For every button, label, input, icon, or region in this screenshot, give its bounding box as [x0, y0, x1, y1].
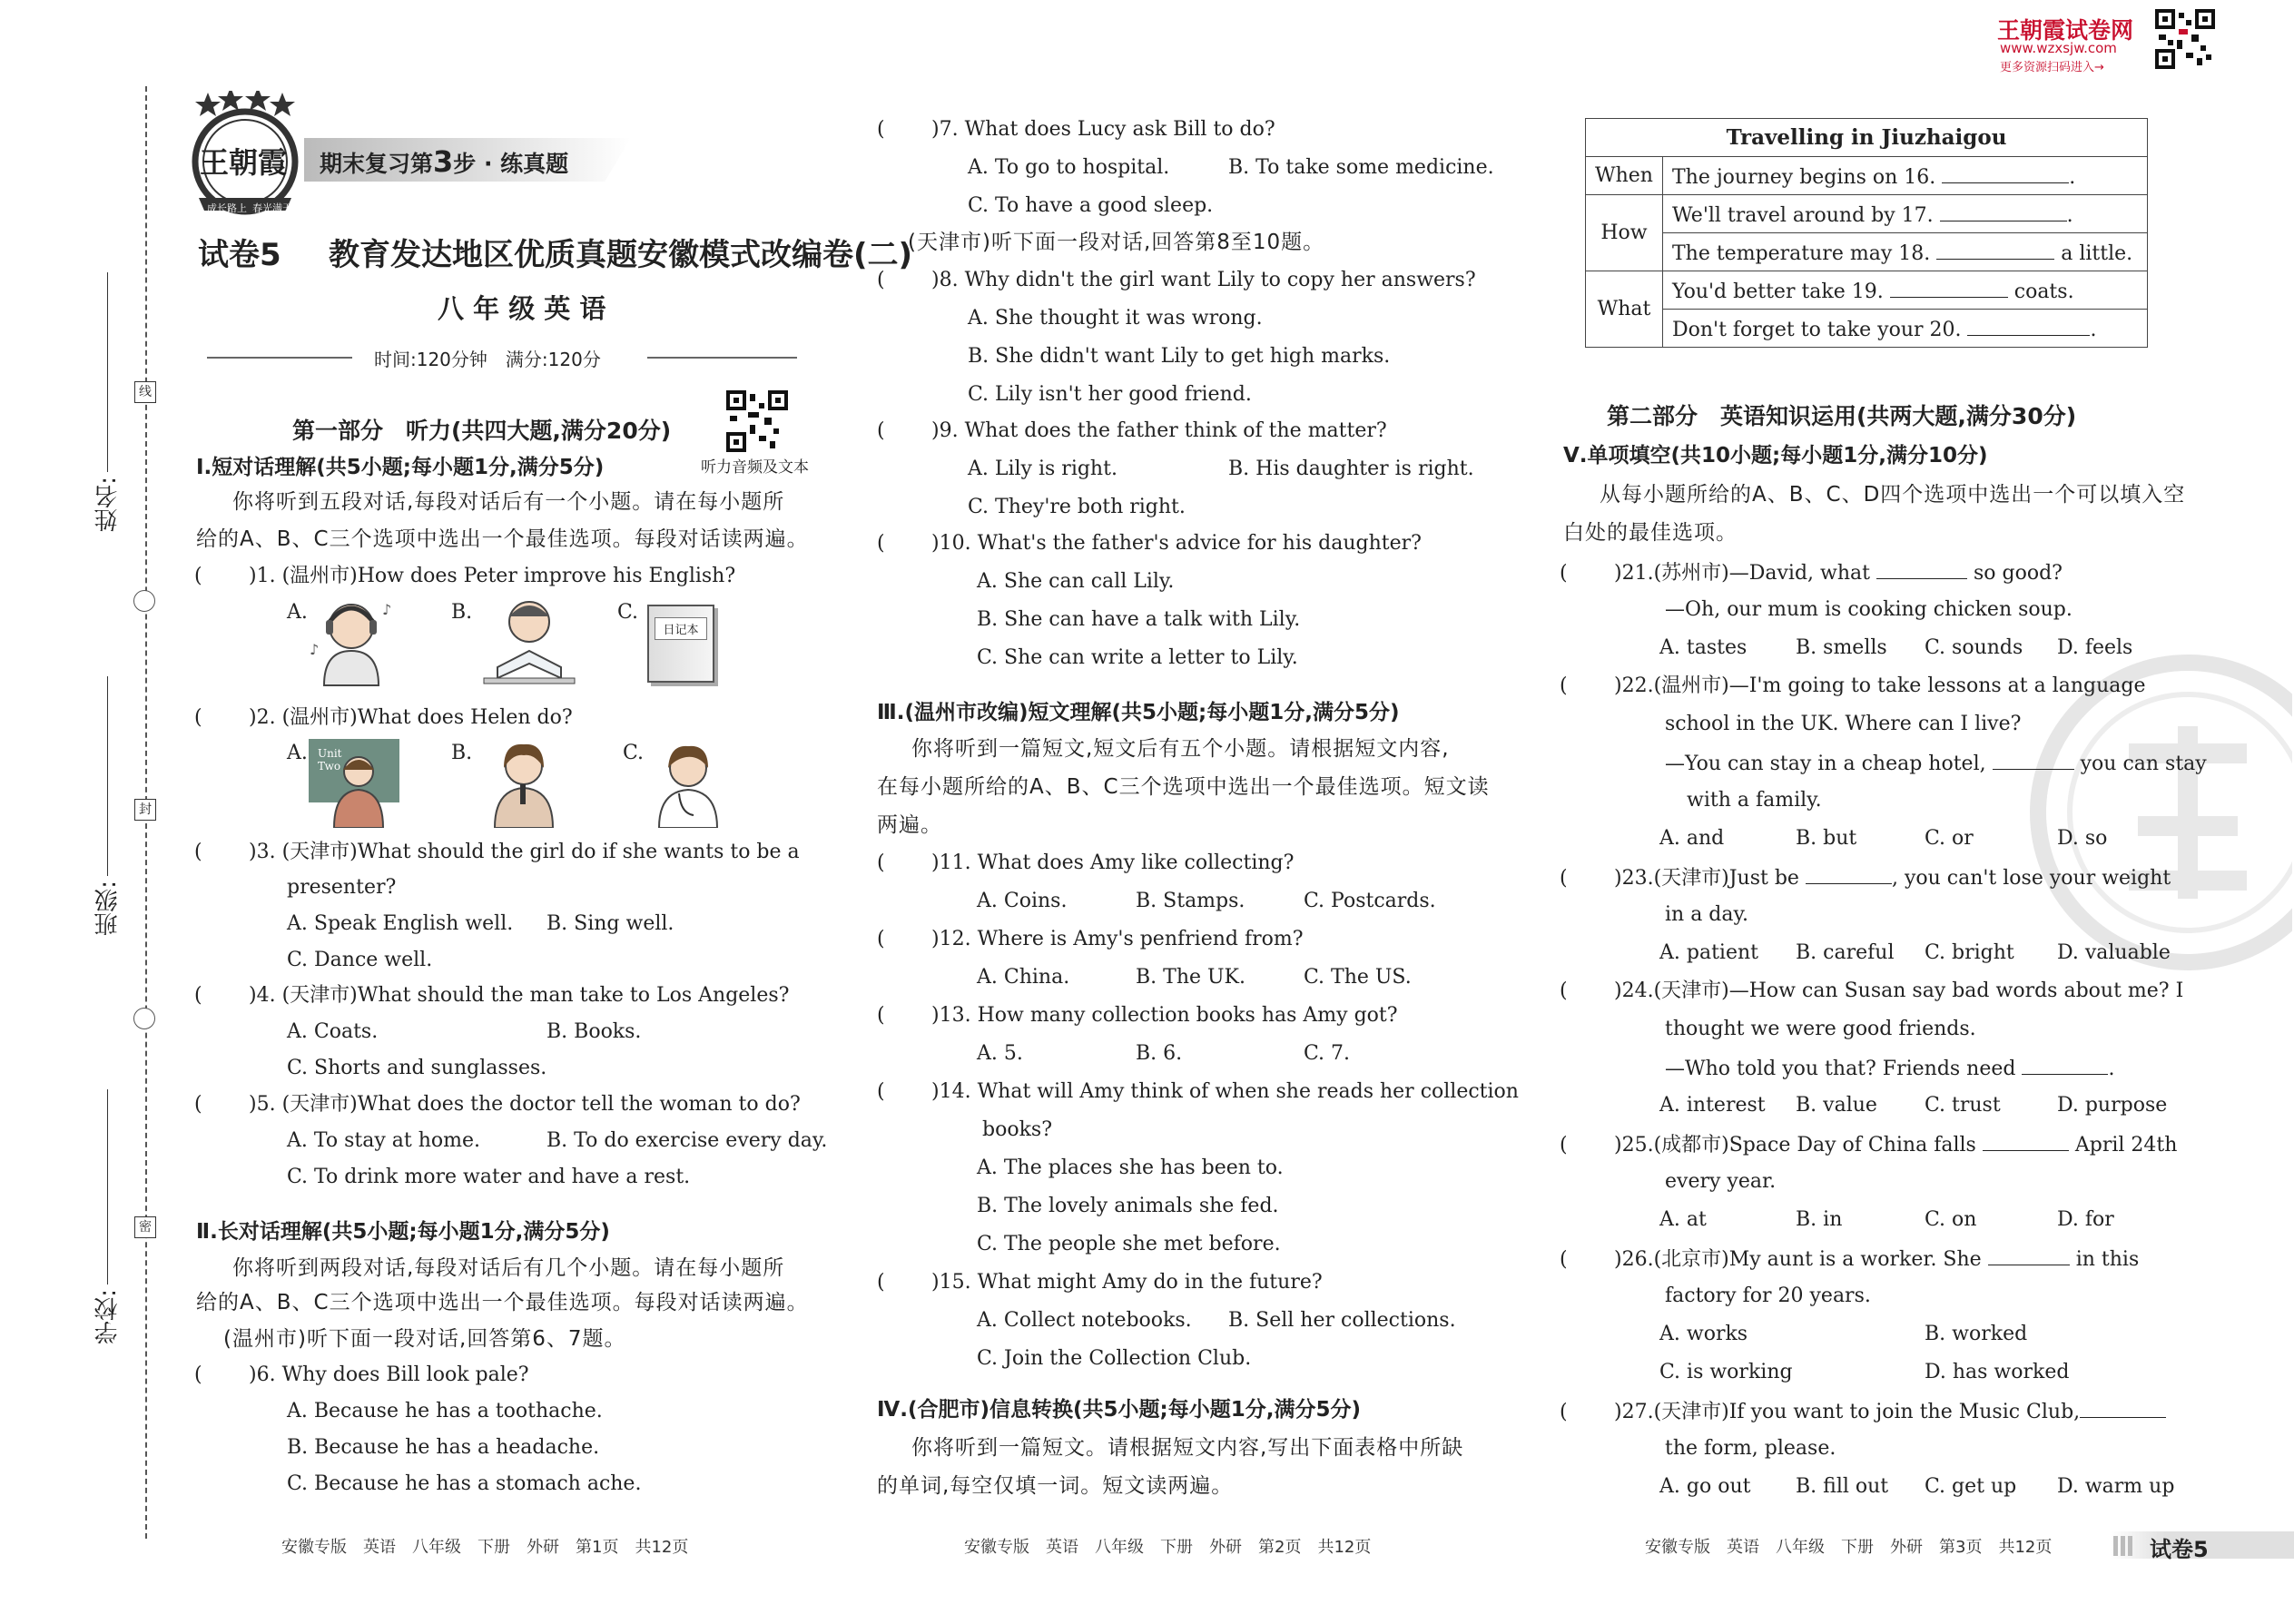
- q4-option-b: B. Books.: [546, 1020, 642, 1043]
- q2-option-c-doctor-image: [643, 737, 733, 828]
- blank-23[interactable]: [1806, 863, 1892, 884]
- section4-instruction-1: 你将听到一篇短文。请根据短文内容,写出下面表格中所缺: [911, 1436, 1464, 1460]
- q10-option-b: B. She can have a talk with Lily.: [977, 608, 1301, 631]
- time-rule-right: [647, 357, 797, 359]
- q15-option-b: B. Sell her collections.: [1228, 1309, 1456, 1332]
- blank-26[interactable]: [1988, 1245, 2070, 1265]
- question-24-cont: thought we were good friends.: [1665, 1018, 1976, 1040]
- section5-instruction-2: 白处的最佳选项。: [1563, 521, 1738, 545]
- question-21-end: so good?: [1973, 562, 2063, 585]
- blank-20[interactable]: [1967, 315, 2090, 336]
- footer-page-1: 安徽专版 英语 八年级 下册 外研 第1页 共12页: [281, 1538, 689, 1557]
- q14-option-a: A. The places she has been to.: [977, 1156, 1284, 1179]
- q23-option-d: D. valuable: [2057, 941, 2171, 964]
- table-title: Travelling in Jiuzhaigou: [1586, 119, 2148, 157]
- school-field[interactable]: [107, 1089, 108, 1284]
- q22-option-d: D. so: [2057, 827, 2108, 850]
- question-7-text: )7. What does Lucy ask Bill to do?: [931, 118, 1275, 141]
- q2-option-a-label: A.: [287, 742, 308, 764]
- section2-instruction-1: 你将听到两段对话,每段对话后有几个小题。请在每小题所: [232, 1256, 785, 1280]
- q23-option-c: C. bright: [1925, 941, 2014, 964]
- time-info: 时间:120分钟 满分:120分: [374, 349, 601, 370]
- q21-option-b: B. smells: [1796, 636, 1887, 659]
- q24-option-c: C. trust: [1925, 1094, 2001, 1117]
- q21-option-d: D. feels: [2057, 636, 2133, 659]
- table-row-20: [1662, 310, 2147, 348]
- blank-19[interactable]: [1890, 277, 2008, 298]
- section4-instruction-2: 的单词,每空仅填一词。短文读两遍。: [877, 1474, 1234, 1498]
- q23-option-a: A. patient: [1659, 941, 1758, 964]
- question-25-end: April 24th: [2074, 1134, 2178, 1156]
- row-20-text: Don't forget to take your 20.: [1671, 319, 1962, 341]
- question-2: ( )2. (温州市)What does Helen do?: [194, 706, 573, 729]
- q1-option-c-diary-image: [647, 605, 714, 683]
- row-17-end: .: [2066, 204, 2073, 227]
- q4-option-a: A. Coats.: [287, 1020, 379, 1043]
- q9-option-b: B. His daughter is right.: [1228, 458, 1474, 480]
- q6-option-c: C. Because he has a stomach ache.: [287, 1472, 642, 1495]
- q23-option-b: B. careful: [1796, 941, 1895, 964]
- q7-option-c: C. To have a good sleep.: [968, 194, 1214, 217]
- listening-qr-code[interactable]: [726, 390, 788, 452]
- footer-page-3: 安徽专版 英语 八年级 下册 外研 第3页 共12页: [1645, 1538, 2053, 1557]
- paper-title-num: 试卷5: [198, 237, 281, 273]
- question-25-cont: every year.: [1665, 1170, 1777, 1193]
- q5-option-a: A. To stay at home.: [287, 1129, 480, 1152]
- question-2-text: (温州市)What does Helen do?: [281, 706, 573, 729]
- question-15: ( )15. What might Amy do in the future?: [877, 1271, 1323, 1294]
- question-24: ( )24.(天津市)—How can Susan say bad words about me? I: [1560, 979, 2184, 1002]
- question-23-text: )23.(天津市)Just be: [1614, 867, 1799, 890]
- q21-option-a: A. tastes: [1659, 636, 1748, 659]
- name-label: 姓名:: [94, 477, 122, 532]
- question-21: ( )21.(苏州市)—David, what so good?: [1560, 558, 2063, 587]
- question-10: ( )10. What's the father's advice for his daughter?: [877, 532, 1422, 555]
- q3-option-b: B. Sing well.: [546, 912, 674, 935]
- question-3-cont: presenter?: [287, 876, 397, 899]
- blank-25[interactable]: [1983, 1130, 2069, 1151]
- q27-option-c: C. get up: [1925, 1475, 2017, 1498]
- part2-heading: 第二部分 英语知识运用(共两大题,满分30分): [1607, 403, 2077, 429]
- site-qr-code[interactable]: [2155, 9, 2215, 69]
- time-rule-left: [207, 357, 352, 359]
- question-25: ( )25.(成都市)Space Day of China falls April 24th: [1560, 1130, 2177, 1159]
- row-18-end: a little.: [2061, 242, 2133, 265]
- row-19-end: coats.: [2013, 281, 2074, 303]
- question-10-text: )10. What's the father's advice for his daughter?: [931, 532, 1422, 555]
- q4-option-c: C. Shorts and sunglasses.: [287, 1057, 547, 1079]
- question-1-text: (温州市)How does Peter improve his English?: [281, 565, 736, 587]
- q12-option-b: B. The UK.: [1136, 966, 1245, 989]
- question-26: ( )26.(北京市)My aunt is a worker. She in this: [1560, 1245, 2139, 1274]
- q14-option-c: C. The people she met before.: [977, 1233, 1281, 1255]
- q5-option-b: B. To do exercise every day.: [546, 1129, 828, 1152]
- question-3-text: (天津市)What should the girl do if she wants to be a: [281, 841, 800, 863]
- q7-option-a: A. To go to hospital.: [968, 156, 1170, 179]
- svg-text:Unit: Unit: [318, 747, 342, 760]
- question-11: ( )11. What does Amy like collecting?: [877, 851, 1295, 874]
- row-19-text: You'd better take 19.: [1671, 281, 1884, 303]
- question-26-text: )26.(北京市)My aunt is a worker. She: [1614, 1248, 1982, 1271]
- q22-option-c: C. or: [1925, 827, 1974, 850]
- question-4-text: (天津市)What should the man take to Los Angeles?: [281, 984, 790, 1007]
- q11-option-c: C. Postcards.: [1304, 890, 1436, 912]
- section2-source-2: (天津市)听下面一段对话,回答第8至10题。: [908, 231, 1325, 254]
- section1-title: Ⅰ.短对话理解(共5小题;每小题1分,满分5分): [196, 456, 605, 479]
- row-20-end: .: [2090, 319, 2097, 341]
- q11-option-b: B. Stamps.: [1136, 890, 1245, 912]
- q26-option-d: D. has worked: [1925, 1361, 2070, 1383]
- q24-option-d: D. purpose: [2057, 1094, 2168, 1117]
- question-6: ( )6. Why does Bill look pale?: [194, 1363, 529, 1386]
- q27-option-a: A. go out: [1659, 1475, 1751, 1498]
- q12-option-a: A. China.: [977, 966, 1070, 989]
- question-23: ( )23.(天津市)Just be , you can't lose your weight: [1560, 863, 2171, 892]
- q1-option-a-listening-image: [304, 595, 399, 690]
- q25-option-b: B. in: [1796, 1208, 1843, 1231]
- q25-option-c: C. on: [1925, 1208, 1977, 1231]
- table-row-17: [1662, 195, 2147, 233]
- q8-option-a: A. She thought it was wrong.: [968, 307, 1263, 330]
- section2-title: Ⅱ.长对话理解(共5小题;每小题1分,满分5分): [196, 1220, 610, 1244]
- q1-option-b-label: B.: [451, 601, 473, 624]
- question-27: ( )27.(天津市)If you want to join the Music Club,: [1560, 1397, 2166, 1426]
- q22-option-b: B. but: [1796, 827, 1857, 850]
- q27-option-d: D. warm up: [2057, 1475, 2175, 1498]
- q24-option-a: A. interest: [1659, 1094, 1766, 1117]
- svg-text:♪: ♪: [310, 641, 320, 658]
- question-24-reply-text: —Who told you that? Friends need: [1665, 1058, 2016, 1080]
- section2-source-1: (温州市)听下面一段对话,回答第6、7题。: [223, 1327, 626, 1351]
- q5-option-c: C. To drink more water and have a rest.: [287, 1166, 691, 1188]
- q21-option-c: C. sounds: [1925, 636, 2023, 659]
- review-banner-text: [320, 144, 568, 179]
- question-24-reply-end: .: [2108, 1058, 2115, 1080]
- section3-instruction-2: 在每小题所给的A、B、C三个选项中选出一个最佳选项。短文读: [877, 775, 1490, 799]
- q13-option-b: B. 6.: [1136, 1042, 1183, 1065]
- q10-option-a: A. She can call Lily.: [977, 570, 1175, 593]
- question-27-cont: the form, please.: [1665, 1437, 1836, 1460]
- blank-16[interactable]: [1942, 162, 2069, 183]
- info-table: [1585, 118, 2148, 348]
- question-9-text: )9. What does the father think of the matter?: [931, 419, 1387, 442]
- blank-17[interactable]: [1940, 201, 2067, 221]
- q1-option-a-label: A.: [287, 601, 308, 624]
- q26-option-b: B. worked: [1925, 1323, 2028, 1345]
- section4-title: Ⅳ.(合肥市)信息转换(共5小题;每小题1分,满分5分): [877, 1398, 1361, 1422]
- q12-option-c: C. The US.: [1304, 966, 1412, 989]
- logo-sub2: 春光满天: [252, 202, 292, 214]
- q2-option-b-label: B.: [451, 742, 473, 764]
- binding-mark-xian: 线: [134, 381, 156, 403]
- question-12: ( )12. Where is Amy's penfriend from?: [877, 928, 1304, 950]
- q13-option-c: C. 7.: [1304, 1042, 1351, 1065]
- table-row-19: [1662, 271, 2147, 310]
- q15-option-a: A. Collect notebooks.: [977, 1309, 1192, 1332]
- table-label-how: How: [1586, 195, 1663, 271]
- paper-title: 教育发达地区优质真题安徽模式改编卷(二): [329, 237, 913, 273]
- table-row-18: [1662, 233, 2147, 271]
- school-label: 学校:: [94, 1289, 122, 1344]
- footer-tab-dots: [2113, 1536, 2133, 1556]
- q8-option-b: B. She didn't want Lily to get high marks.: [968, 345, 1391, 368]
- site-url[interactable]: www.wzxsjw.com: [2000, 40, 2117, 56]
- table-label-when: When: [1586, 157, 1663, 195]
- class-field[interactable]: [107, 676, 108, 876]
- q6-option-b: B. Because he has a headache.: [287, 1436, 600, 1459]
- question-24-reply: [1665, 1054, 2114, 1083]
- section3-instruction-3: 两遍。: [877, 813, 942, 837]
- review-banner-before: 期末复习第: [320, 151, 434, 177]
- q9-option-c: C. They're both right.: [968, 496, 1186, 518]
- question-5-text: (天津市)What does the doctor tell the woman to do?: [281, 1093, 801, 1116]
- blank-21[interactable]: [1876, 558, 1967, 579]
- review-banner-step: 3: [433, 144, 454, 179]
- question-24-text: )24.(天津市)—How can Susan say bad words about me? I: [1614, 979, 2184, 1002]
- question-12-text: )12. Where is Amy's penfriend from?: [931, 928, 1304, 950]
- question-5: ( )5. (天津市)What does the doctor tell the woman to do?: [194, 1093, 801, 1116]
- review-banner-after: 步 · 练真题: [453, 151, 569, 177]
- logo-text: 王朝霞: [200, 145, 288, 180]
- section5-title: Ⅴ.单项填空(共10小题;每小题1分,满分10分): [1563, 444, 1988, 468]
- row-16-end: .: [2069, 166, 2076, 189]
- question-13: ( )13. How many collection books has Amy got?: [877, 1004, 1398, 1027]
- question-27-text: )27.(天津市)If you want to join the Music Club,: [1614, 1401, 2081, 1423]
- q7-option-b: B. To take some medicine.: [1228, 156, 1494, 179]
- section2-instruction-2: 给的A、B、C三个选项中选出一个最佳选项。每段对话读两遍。: [196, 1291, 809, 1314]
- q13-option-a: A. 5.: [977, 1042, 1023, 1065]
- q3-option-a: A. Speak English well.: [287, 912, 514, 935]
- q2-option-a-teacher-image: [309, 737, 399, 828]
- section5-instruction-1: 从每小题所给的A、B、C、D四个选项中选出一个可以填入空: [1600, 483, 2186, 507]
- section3-instruction-1: 你将听到一篇短文,短文后有五个小题。请根据短文内容,: [911, 737, 1450, 761]
- question-14: ( )14. What will Amy think of when she reads her collection: [877, 1080, 1519, 1103]
- row-17-text: We'll travel around by 17.: [1671, 204, 1934, 227]
- section1-instruction-2: 给的A、B、C三个选项中选出一个最佳选项。每段对话读两遍。: [196, 527, 809, 551]
- question-14-text: )14. What will Amy think of when she reads her collection: [931, 1080, 1519, 1103]
- question-26-cont: factory for 20 years.: [1665, 1284, 1871, 1307]
- question-21-reply: —Oh, our mum is cooking chicken soup.: [1665, 598, 2072, 621]
- name-field[interactable]: [107, 272, 108, 472]
- q27-option-b: B. fill out: [1796, 1475, 1889, 1498]
- question-22-reply: [1665, 749, 2207, 778]
- q26-option-a: A. works: [1659, 1323, 1748, 1345]
- section3-title: Ⅲ.(温州市改编)短文理解(共5小题;每小题1分,满分5分): [877, 701, 1400, 724]
- binding-hole-2: [133, 1008, 155, 1029]
- q14-option-b: B. The lovely animals she fed.: [977, 1195, 1279, 1217]
- question-9: ( )9. What does the father think of the matter?: [877, 419, 1387, 442]
- q25-option-d: D. for: [2057, 1208, 2114, 1231]
- blank-24[interactable]: [2022, 1054, 2108, 1075]
- q3-option-c: C. Dance well.: [287, 949, 433, 971]
- question-22-reply-cont: with a family.: [1687, 789, 1822, 812]
- q2-option-c-label: C.: [623, 742, 645, 764]
- question-23-cont: in a day.: [1665, 903, 1749, 926]
- class-label: 班级:: [94, 881, 122, 936]
- q2-option-b-singer-image: [478, 737, 569, 828]
- question-21-text: )21.(苏州市)—David, what: [1614, 562, 1870, 585]
- row-16-text: The journey begins on 16.: [1671, 166, 1936, 189]
- qr-caption: 听力音频及文本: [701, 458, 809, 477]
- question-15-text: )15. What might Amy do in the future?: [931, 1271, 1323, 1294]
- q10-option-c: C. She can write a letter to Lily.: [977, 646, 1298, 669]
- logo-sub1: 成长路上: [207, 202, 247, 214]
- q25-option-a: A. at: [1659, 1208, 1707, 1231]
- question-13-text: )13. How many collection books has Amy got?: [931, 1004, 1398, 1027]
- diary-label: 日记本: [655, 617, 707, 640]
- q9-option-a: A. Lily is right.: [968, 458, 1117, 480]
- q8-option-c: C. Lily isn't her good friend.: [968, 383, 1252, 406]
- blank-27[interactable]: [2080, 1397, 2166, 1418]
- question-11-text: )11. What does Amy like collecting?: [931, 851, 1295, 874]
- part1-heading: 第一部分 听力(共四大题,满分20分): [292, 418, 672, 444]
- question-1: ( )1. (温州市)How does Peter improve his English?: [194, 565, 736, 587]
- question-8: ( )8. Why didn't the girl want Lily to copy her answers?: [877, 269, 1476, 291]
- q26-option-c: C. is working: [1659, 1361, 1793, 1383]
- footer-paper-tag: 试卷5: [2150, 1537, 2209, 1562]
- svg-text:Two: Two: [318, 760, 341, 773]
- site-tip: 更多资源扫码进入→: [2000, 61, 2104, 74]
- q1-option-c-label: C.: [617, 601, 639, 624]
- question-3: ( )3. (天津市)What should the girl do if she wants to be a: [194, 841, 800, 863]
- question-14-cont: books?: [982, 1118, 1052, 1141]
- binding-mark-feng: 封: [134, 799, 156, 821]
- row-18-text: The temperature may 18.: [1671, 242, 1931, 265]
- paper-subtitle: 八 年 级 英 语: [438, 293, 606, 324]
- table-label-what: What: [1586, 271, 1663, 348]
- q15-option-c: C. Join the Collection Club.: [977, 1347, 1252, 1370]
- q11-option-a: A. Coins.: [977, 890, 1068, 912]
- svg-text:♪: ♪: [382, 601, 392, 618]
- section1-instruction-1: 你将听到五段对话,每段对话后有一个小题。请在每小题所: [232, 490, 785, 514]
- q1-option-b-reading-image: [479, 595, 579, 690]
- site-name: 王朝霞试卷网: [1997, 17, 2134, 44]
- q6-option-a: A. Because he has a toothache.: [287, 1400, 603, 1422]
- question-23-end: , you can't lose your weight: [1891, 867, 2171, 890]
- q24-option-b: B. value: [1796, 1094, 1877, 1117]
- question-22: ( )22.(温州市)—I'm going to take lessons at a language: [1560, 674, 2146, 697]
- question-22-reply-text: —You can stay in a cheap hotel,: [1665, 753, 1986, 775]
- question-22-cont: school in the UK. Where can I live?: [1665, 713, 2022, 735]
- question-26-end: in this: [2075, 1248, 2140, 1271]
- question-8-text: )8. Why didn't the girl want Lily to copy her answers?: [931, 269, 1476, 291]
- question-25-text: )25.(成都市)Space Day of China falls: [1614, 1134, 1976, 1156]
- binding-hole-1: [133, 590, 155, 612]
- blank-18[interactable]: [1936, 239, 2054, 260]
- binding-mark-mi: 密: [134, 1216, 156, 1238]
- blank-22[interactable]: [1993, 749, 2074, 770]
- question-7: ( )7. What does Lucy ask Bill to do?: [877, 118, 1275, 141]
- question-22-reply-end: you can stay: [2080, 753, 2207, 775]
- table-row-16: [1662, 157, 2147, 195]
- question-4: ( )4. (天津市)What should the man take to Los Angeles?: [194, 984, 790, 1007]
- q22-option-a: A. and: [1659, 827, 1725, 850]
- question-6-text: )6. Why does Bill look pale?: [249, 1363, 529, 1386]
- footer-page-2: 安徽专版 英语 八年级 下册 外研 第2页 共12页: [964, 1538, 1372, 1557]
- question-22-text: )22.(温州市)—I'm going to take lessons at a language: [1614, 674, 2146, 697]
